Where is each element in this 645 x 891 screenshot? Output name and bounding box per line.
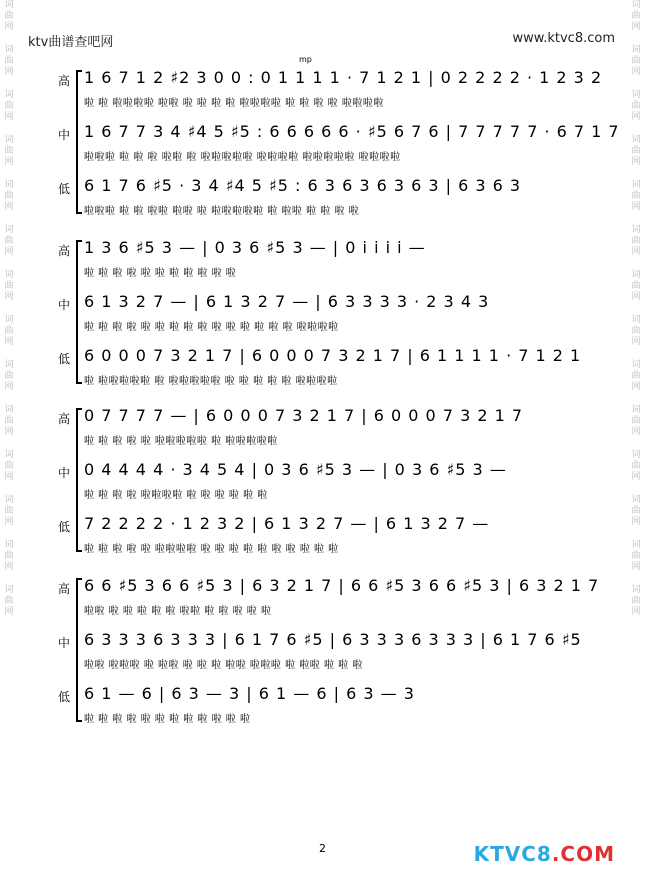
notes-line: 6 1 3 2 7 — | 6 1 3 2 7 — | 6 3 3 3 3 · 2 3 4 3 <box>84 292 490 311</box>
part-label: 低 <box>57 352 70 366</box>
part-label: 低 <box>57 520 70 534</box>
watermark-char: 网 <box>631 292 641 302</box>
notes-line: 6 6 ♯5 3 6 6 ♯5 3 | 6 3 2 1 7 | 6 6 ♯5 3 6 6 ♯5 3 | 6 3 2 1 7 <box>84 576 600 595</box>
watermark-char: 词 <box>4 540 14 550</box>
notes-line: 1 3 6 ♯5 3 — | 0 3 6 ♯5 3 — | 0 i i i i — <box>84 238 426 257</box>
watermark-char: 曲 <box>631 191 641 201</box>
watermark-char: 网 <box>4 382 14 392</box>
watermark-char: 曲 <box>4 551 14 561</box>
lyrics-line: 啦 啦 啦 啦 啦 啦 啦 啦 啦 啦 啦 <box>84 268 237 279</box>
watermark-char: 词 <box>631 315 641 325</box>
watermark-char: 词 <box>631 585 641 595</box>
part-label: 高 <box>57 582 70 596</box>
watermark-char: 词 <box>4 225 14 235</box>
watermark-char: 词 <box>631 495 641 505</box>
watermark-char: 曲 <box>4 101 14 111</box>
watermark-char: 词 <box>631 360 641 370</box>
watermark-char: 曲 <box>631 371 641 381</box>
watermark-char: 网 <box>631 202 641 212</box>
watermark-group <box>2 270 16 303</box>
watermark-char: 曲 <box>631 236 641 246</box>
watermark-group <box>629 585 643 618</box>
watermark-group <box>2 0 16 33</box>
watermark-group <box>2 45 16 78</box>
watermark-char: 曲 <box>4 461 14 471</box>
footer-logo <box>474 842 615 866</box>
part-label: 中 <box>57 466 70 480</box>
watermark-char: 网 <box>631 247 641 257</box>
watermark-char: 网 <box>4 472 14 482</box>
watermark-char: 曲 <box>4 146 14 156</box>
part-label: 中 <box>57 298 70 312</box>
site-name: ktv曲谱查吧网 <box>28 35 114 50</box>
watermark-group <box>2 405 16 438</box>
watermark-char: 词 <box>4 45 14 55</box>
watermark-char: 曲 <box>4 281 14 291</box>
watermark-char: 词 <box>4 450 14 460</box>
watermark-group <box>2 540 16 573</box>
watermark-char: 曲 <box>631 11 641 21</box>
watermark-char: 曲 <box>631 281 641 291</box>
watermark-char: 网 <box>631 337 641 347</box>
watermark-char: 网 <box>4 337 14 347</box>
watermark-char: 网 <box>4 67 14 77</box>
watermark-char: 词 <box>4 270 14 280</box>
notes-line: 6 3 3 3 6 3 3 3 | 6 1 7 6 ♯5 | 6 3 3 3 6 3 3 3 | 6 1 7 6 ♯5 <box>84 630 582 649</box>
watermark-char: 曲 <box>631 146 641 156</box>
watermark-char: 词 <box>4 585 14 595</box>
part-label: 低 <box>57 690 70 704</box>
watermark-char: 网 <box>4 517 14 527</box>
part-label: 中 <box>57 636 70 650</box>
lyrics-line: 啦啦 啦啦啦 啦 啦啦 啦 啦 啦 啦啦 啦啦啦 啦 啦啦 啦 啦 啦 <box>84 660 363 671</box>
watermark-char: 词 <box>4 180 14 190</box>
watermark-group <box>629 360 643 393</box>
logo-text: KTVC8 <box>473 842 552 866</box>
system-brace <box>76 70 82 214</box>
watermark-char: 曲 <box>631 461 641 471</box>
watermark-char: 词 <box>631 90 641 100</box>
watermark-char: 网 <box>631 607 641 617</box>
notes-line: 1 6 7 7 3 4 ♯4 5 ♯5 : 6 6 6 6 6 · ♯5 6 7 6 | 7 7 7 7 7 · 6 7 1 7 <box>84 122 620 141</box>
lyrics-line: 啦 啦啦啦啦啦 啦 啦啦啦啦啦 啦 啦 啦 啦 啦 啦啦啦啦 <box>84 376 338 387</box>
part-label: 中 <box>57 128 70 142</box>
watermark-char: 词 <box>4 315 14 325</box>
watermark-char: 词 <box>4 495 14 505</box>
system-brace <box>76 408 82 552</box>
watermark-char: 词 <box>631 180 641 190</box>
watermark-char: 词 <box>4 90 14 100</box>
score-system <box>56 576 600 726</box>
score-system <box>56 68 620 218</box>
watermark-char: 网 <box>4 247 14 257</box>
watermark-char: 网 <box>4 202 14 212</box>
watermark-char: 曲 <box>4 236 14 246</box>
lyrics-line: 啦 啦 啦 啦 啦 啦 啦 啦 啦 啦 啦 啦 <box>84 714 251 725</box>
watermark-char: 网 <box>4 607 14 617</box>
watermark-group <box>629 270 643 303</box>
part-label: 低 <box>57 182 70 196</box>
notes-line: 0 4 4 4 4 · 3 4 5 4 | 0 3 6 ♯5 3 — | 0 3 6 ♯5 3 — <box>84 460 507 479</box>
logo-suffix: .COM <box>551 842 615 866</box>
watermark-char: 词 <box>631 45 641 55</box>
watermark-char: 词 <box>631 0 641 10</box>
notes-line: 6 0 0 0 7 3 2 1 7 | 6 0 0 0 7 3 2 1 7 | 6 1 1 1 1 · 7 1 2 1 <box>84 346 582 365</box>
watermark-char: 词 <box>4 360 14 370</box>
watermark-group <box>629 450 643 483</box>
watermark-char: 词 <box>631 270 641 280</box>
watermark-char: 网 <box>631 67 641 77</box>
notes-line: 0 7 7 7 7 — | 6 0 0 0 7 3 2 1 7 | 6 0 0 0 7 3 2 1 7 <box>84 406 524 425</box>
watermark-group <box>629 540 643 573</box>
watermark-char: 词 <box>631 540 641 550</box>
watermark-group <box>2 360 16 393</box>
lyrics-line: 啦 啦 啦 啦 啦 啦啦啦啦 啦 啦 啦 啦 啦 啦 啦 啦 啦 啦 <box>84 544 339 555</box>
watermark-char: 曲 <box>4 371 14 381</box>
watermark-char: 网 <box>631 22 641 32</box>
watermark-group <box>2 180 16 213</box>
watermark-char: 曲 <box>631 416 641 426</box>
watermark-char: 网 <box>631 157 641 167</box>
part-label: 高 <box>57 412 70 426</box>
lyrics-line: 啦啦啦 啦 啦 啦啦 啦啦 啦 啦啦啦啦啦 啦 啦啦 啦 啦 啦 啦 <box>84 206 360 217</box>
watermark-char: 曲 <box>631 326 641 336</box>
watermark-char: 曲 <box>631 551 641 561</box>
lyrics-line: 啦 啦 啦啦啦啦 啦啦 啦 啦 啦 啦 啦啦啦啦 啦 啦 啦 啦 啦啦啦啦 <box>84 98 384 109</box>
part-label: 高 <box>57 244 70 258</box>
watermark-char: 词 <box>4 405 14 415</box>
watermark-char: 网 <box>4 427 14 437</box>
system-brace <box>76 240 82 384</box>
watermark-char: 曲 <box>4 416 14 426</box>
watermark-char: 网 <box>631 427 641 437</box>
watermark-char: 网 <box>4 292 14 302</box>
watermark-char: 曲 <box>631 56 641 66</box>
watermark-char: 网 <box>4 157 14 167</box>
watermark-char: 网 <box>4 562 14 572</box>
watermark-char: 曲 <box>4 506 14 516</box>
watermark-char: 网 <box>631 382 641 392</box>
watermark-char: 曲 <box>4 191 14 201</box>
notes-line: 6 1 — 6 | 6 3 — 3 | 6 1 — 6 | 6 3 — 3 <box>84 684 415 703</box>
part-label: 高 <box>57 74 70 88</box>
watermark-group <box>629 225 643 258</box>
watermark-char: 网 <box>631 112 641 122</box>
dynamic-marking: mp <box>299 55 312 64</box>
watermark-right <box>629 0 643 630</box>
watermark-group <box>2 135 16 168</box>
watermark-char: 词 <box>4 135 14 145</box>
watermark-char: 曲 <box>4 596 14 606</box>
site-url[interactable]: www.ktvc8.com <box>512 31 615 46</box>
watermark-char: 曲 <box>631 596 641 606</box>
watermark-group <box>629 135 643 168</box>
watermark-char: 网 <box>631 562 641 572</box>
notes-line: 7 2 2 2 2 · 1 2 3 2 | 6 1 3 2 7 — | 6 1 3 2 7 — <box>84 514 490 533</box>
watermark-char: 曲 <box>4 56 14 66</box>
watermark-group <box>2 90 16 123</box>
lyrics-line: 啦 啦 啦 啦 啦 啦 啦 啦 啦 啦 啦 啦 啦 啦 啦 啦啦啦啦 <box>84 322 339 333</box>
watermark-group <box>2 225 16 258</box>
watermark-char: 词 <box>4 0 14 10</box>
watermark-left <box>2 0 16 630</box>
watermark-group <box>629 495 643 528</box>
system-brace <box>76 578 82 722</box>
watermark-char: 网 <box>4 112 14 122</box>
lyrics-line: 啦啦啦 啦 啦 啦 啦啦 啦 啦啦啦啦啦 啦啦啦啦 啦啦啦啦啦 啦啦啦啦 <box>84 152 401 163</box>
notes-line: 6 1 7 6 ♯5 · 3 4 ♯4 5 ♯5 : 6 3 6 3 6 3 6 3 | 6 3 6 3 <box>84 176 522 195</box>
watermark-group <box>629 315 643 348</box>
watermark-group <box>2 315 16 348</box>
watermark-char: 网 <box>631 517 641 527</box>
watermark-char: 网 <box>4 22 14 32</box>
watermark-group <box>2 585 16 618</box>
watermark-char: 词 <box>631 405 641 415</box>
watermark-group <box>629 45 643 78</box>
watermark-group <box>2 450 16 483</box>
lyrics-line: 啦啦 啦 啦 啦 啦 啦 啦啦 啦 啦 啦 啦 啦 <box>84 606 272 617</box>
watermark-char: 曲 <box>4 326 14 336</box>
notes-line: 1 6 7 1 2 ♯2 3 0 0 : 0 1 1 1 1 · 7 1 2 1 | 0 2 2 2 2 · 1 2 3 2 <box>84 68 603 87</box>
watermark-char: 曲 <box>4 11 14 21</box>
watermark-char: 曲 <box>631 506 641 516</box>
lyrics-line: 啦 啦 啦 啦 啦 啦啦啦啦啦 啦 啦啦啦啦啦 <box>84 436 278 447</box>
watermark-char: 词 <box>631 450 641 460</box>
page-number: 2 <box>319 842 326 855</box>
score-system <box>56 238 582 388</box>
watermark-group <box>2 495 16 528</box>
watermark-group <box>629 0 643 33</box>
watermark-char: 网 <box>631 472 641 482</box>
watermark-char: 词 <box>631 135 641 145</box>
score-system <box>56 406 568 556</box>
watermark-char: 曲 <box>631 101 641 111</box>
watermark-group <box>629 90 643 123</box>
watermark-char: 词 <box>631 225 641 235</box>
lyrics-line: 啦 啦 啦 啦 啦啦啦啦 啦 啦 啦 啦 啦 啦 <box>84 490 268 501</box>
watermark-group <box>629 180 643 213</box>
watermark-group <box>629 405 643 438</box>
